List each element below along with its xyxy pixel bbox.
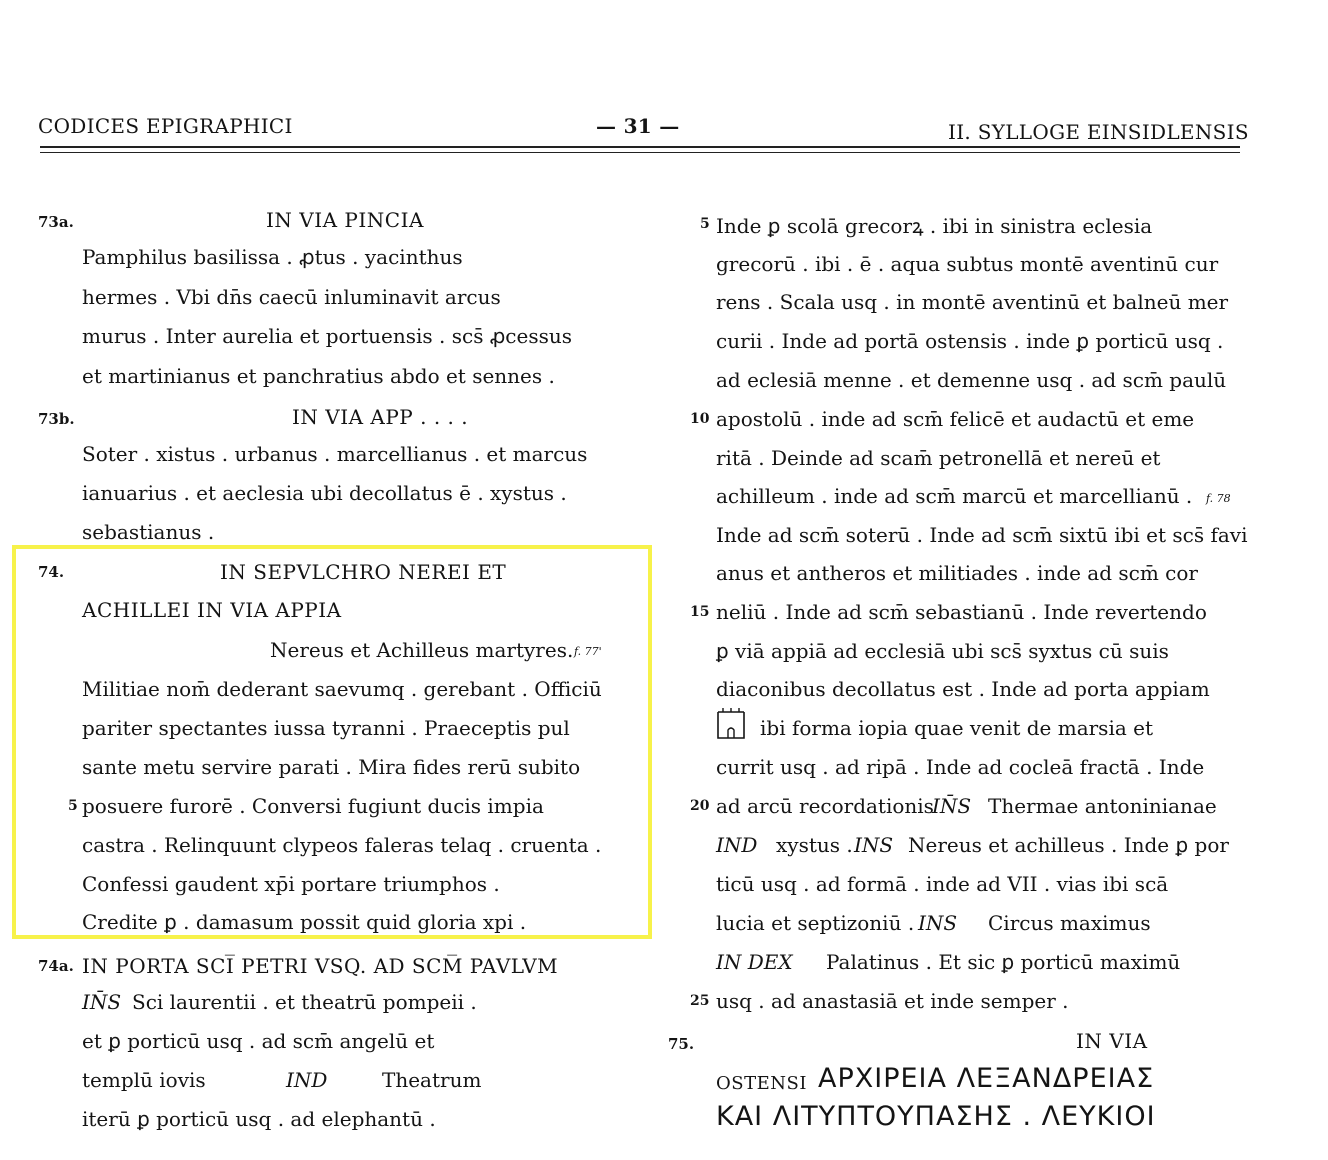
folio-note: f. 77' (574, 645, 602, 658)
section-number-74a: 74a. (38, 957, 74, 975)
abbrev-ins: INS (854, 833, 894, 857)
section-number-73b: 73b. (38, 410, 75, 428)
text-line: Inde ad scm̄ soterū . Inde ad scm̄ sixtū ibi et scs̄ favi (716, 523, 1248, 547)
text-line: templū iovis (82, 1068, 206, 1092)
text-line: lucia et septizoniū . (716, 911, 915, 935)
abbrev-ins: IN̄S (82, 990, 122, 1014)
text-line: ianuarius . et aeclesia ubi decollatus ē . xystus . (82, 481, 567, 505)
page-number: — 31 — (596, 114, 680, 138)
greek-inscription-line: ΑΡΧΙΡΕΙΑ ΛΕΞΑΝΔΡΕΙΑΣ (818, 1063, 1155, 1094)
abbrev-in-dex: IN DEX (716, 950, 793, 974)
tower-sign-icon (716, 706, 746, 740)
text-line: Nereus et achilleus . Inde ꝑ por (908, 833, 1229, 857)
line-number: 10 (690, 411, 710, 427)
text-line: ibi forma iopia quae venit de marsia et (760, 716, 1153, 740)
abbrev-ind: IND (286, 1068, 328, 1092)
folio-note: f. 78 (1206, 492, 1231, 505)
section-heading-74: IN SEPVLCHRO NEREI ET (220, 560, 507, 584)
text-line: murus . Inter aurelia et portuensis . scs̄ ꝓcessus (82, 324, 573, 348)
text-line: et ꝑ porticū usq . ad scm̄ angelū et (82, 1029, 435, 1053)
text-line: sebastianus . (82, 520, 215, 544)
text-line: ritā . Deinde ad scam̄ petronellā et nereū et (716, 446, 1161, 470)
text-line: currit usq . ad ripā . Inde ad cocleā fractā . Inde (716, 755, 1205, 779)
text-line: ad eclesiā menne . et demenne usq . ad scm̄ paulū (716, 368, 1227, 392)
text-line: Pamphilus basilissa . ꝓtus . yacinthus (82, 245, 463, 269)
verse-line: Confessi gaudent xp̄i portare triumphos . (82, 872, 500, 896)
text-line: rens . Scala usq . in montē aventinū et balneū mer (716, 290, 1229, 314)
section-heading-75-cont: OSTENSI (716, 1073, 807, 1094)
text-line: usq . ad anastasiā et inde semper . (716, 989, 1069, 1013)
running-header-left: CODICES EPIGRAPHICI (38, 114, 293, 138)
line-number: 5 (68, 798, 78, 814)
section-heading-73b: IN VIA APP . . . . (292, 405, 469, 429)
line-number: 25 (690, 993, 710, 1009)
verse-line: sante metu servire parati . Mira fides rerū subito (82, 755, 581, 779)
text-line: iterū ꝑ porticū usq . ad elephantū . (82, 1107, 436, 1131)
text-line: Theatrum (382, 1068, 482, 1092)
verse-line: Credite ꝑ . damasum possit quid gloria xpi . (82, 910, 527, 934)
verse-line: pariter spectantes iussa tyranni . Praeceptis pul (82, 716, 570, 740)
section-number-75: 75. (668, 1035, 695, 1053)
section-heading-74a: IN PORTA SCI̅ PETRI VSQ. AD SCM̅ PAVLVM (82, 954, 559, 978)
verse-line: posuere furorē . Conversi fugiunt ducis impia (82, 794, 544, 818)
text-line: hermes . Vbi dn̄s caecū inluminavit arcus (82, 285, 501, 309)
text-line: apostolū . inde ad scm̄ felicē et audactū et eme (716, 407, 1195, 431)
header-rule-thin (40, 152, 1240, 153)
abbrev-ind: IND (716, 833, 758, 857)
section-number-73a: 73a. (38, 213, 74, 231)
verse-line: Militiae nom̄ dederant saevumq . gerebant . Officiū (82, 677, 602, 701)
text-line: et martinianus et panchratius abdo et sennes . (82, 364, 555, 388)
text-line: ad arcū recordationis (716, 794, 934, 818)
section-heading-73a: IN VIA PINCIA (266, 208, 424, 232)
text-line: achilleum . inde ad scm̄ marcū et marcellianū . (716, 484, 1193, 508)
text-line: anus et antheros et militiades . inde ad scm̄ cor (716, 561, 1198, 585)
line-number: 20 (690, 798, 710, 814)
text-line: Sci laurentii . et theatrū pompeii . (132, 990, 477, 1014)
text-line: neliū . Inde ad scm̄ sebastianū . Inde revertendo (716, 600, 1207, 624)
text-line: xystus . (776, 833, 853, 857)
abbrev-ins: INS (918, 911, 958, 935)
greek-inscription-line: ΚΑΙ ΛΙΤΥΠΤΟΥΠΑΣΗΣ . ΛΕΥΚΙΟΙ (716, 1101, 1156, 1132)
section-number-74: 74. (38, 563, 65, 581)
line-number: 15 (690, 604, 710, 620)
line-number: 5 (700, 216, 710, 232)
text-line: curii . Inde ad portā ostensis . inde ꝑ porticū usq . (716, 329, 1224, 353)
text-line: grecorū . ibi . ē . aqua subtus montē aventinū cur (716, 252, 1219, 276)
running-header-right: II. SYLLOGE EINSIDLENSIS (948, 120, 1249, 144)
text-line: Soter . xistus . urbanus . marcellianus . et marcus (82, 442, 588, 466)
text-line: Circus maximus (988, 911, 1151, 935)
section-heading-74-cont: ACHILLEI IN VIA APPIA (82, 598, 342, 622)
text-line: Thermae antoninianae (988, 794, 1217, 818)
text-line: Inde ꝑ scolā grecorꝝ . ibi in sinistra eclesia (716, 214, 1153, 238)
header-rule-thick (40, 146, 1240, 148)
section-heading-75: IN VIA (1076, 1029, 1148, 1053)
poem-title: Nereus et Achilleus martyres. (270, 638, 574, 662)
verse-line: castra . Relinquunt clypeos faleras telaq . cruenta . (82, 833, 602, 857)
abbrev-ins: IN̄S (932, 794, 972, 818)
text-line: ticū usq . ad formā . inde ad VII . vias ibi scā (716, 872, 1169, 896)
text-line: diaconibus decollatus est . Inde ad porta appiam (716, 677, 1210, 701)
text-line: Palatinus . Et sic ꝑ porticū maximū (826, 950, 1181, 974)
text-line: ꝑ viā appiā ad ecclesiā ubi scs̄ syxtus cū suis (716, 639, 1169, 663)
